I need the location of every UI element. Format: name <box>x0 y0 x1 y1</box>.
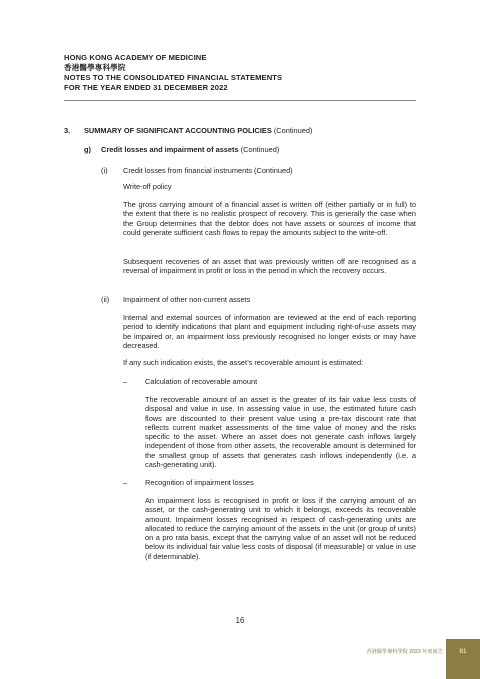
bullet-title: Recognition of impairment losses <box>145 478 254 487</box>
item-i-heading <box>101 166 293 175</box>
statement-title: NOTES TO THE CONSOLIDATED FINANCIAL STATEMENTS <box>64 73 283 82</box>
document-header <box>64 53 282 93</box>
item-ii-number: (ii) <box>101 295 110 304</box>
impairment-recognition-paragraph: An impairment loss is recognised in profit or loss if the carrying amount of an asset, or the cash-generating unit to which it belongs, exceeds its recoverable amount. Impairment losses recognised in respect of cash-generating units are allocated to reduce the carrying amount of the assets in the unit (or group of units) on a pro rata basis, except that the carrying value of an asset will not be reduced below its individual fair value less costs of disposal (if measurable) or value in use (if determinable). <box>145 496 416 561</box>
footer-page-number: 81 <box>459 648 467 655</box>
recoveries-paragraph: Subsequent recoveries of an asset that was previously written off are recognised as a reversal of impairment in profit or loss in the period in which the recovery occurs. <box>123 257 416 276</box>
statement-period: FOR THE YEAR ENDED 31 DECEMBER 2022 <box>64 83 228 92</box>
bullet-recoverable-amount <box>123 377 257 386</box>
impairment-review-paragraph: Internal and external sources of information are reviewed at the end of each reporting period to identify indications that plant and equipment including right-of-use assets may be impaired or, an impairment loss previously recognised no longer exists or may have decreased. <box>123 313 416 350</box>
item-i-title: Credit losses from financial instruments (Continued) <box>123 166 293 175</box>
footer-page-tab <box>446 639 480 679</box>
write-off-paragraph: The gross carrying amount of a financial asset is written off (either partially or in full) to the extent that there is no realistic prospect of recovery. This is generally the case when the Group determines that the debtor does not have assets or sources of income that could generate sufficient cash flows to repay the amounts subject to the write-off. <box>123 200 416 237</box>
section-continued: (Continued) <box>273 126 313 135</box>
bullet-title: Calculation of recoverable amount <box>145 377 258 386</box>
organisation-name-chinese: 香港醫學專科學院 <box>64 63 126 72</box>
section-heading <box>64 126 312 135</box>
item-ii-title: Impairment of other non-current assets <box>123 295 251 304</box>
section-title: SUMMARY OF SIGNIFICANT ACCOUNTING POLICIES <box>84 126 272 135</box>
item-i-number: (i) <box>101 166 108 175</box>
section-number: 3. <box>64 126 71 135</box>
bullet-dash: – <box>123 478 128 487</box>
recoverable-estimate-paragraph: If any such indication exists, the asset’s recoverable amount is estimated: <box>123 358 364 367</box>
bullet-dash: – <box>123 377 128 386</box>
recoverable-amount-paragraph: The recoverable amount of an asset is the greater of its fair value less costs of disposal and value in use. In assessing value in use, the estimated future cash flows are discounted to their present value using a pre-tax discount rate that reflects current market assessments of the time value of money and the risks specific to the asset. Where an asset does not generate cash inflows largely independent of those from other assets, the recoverable amount is determined for the smallest group of assets that generates cash inflows independently (i.e. a cash-generating unit). <box>145 395 416 470</box>
subsection-heading <box>84 145 279 154</box>
bullet-impairment-recognition <box>123 478 254 487</box>
write-off-policy-heading: Write-off policy <box>123 182 172 191</box>
subsection-title: Credit losses and impairment of assets <box>101 145 239 154</box>
item-ii-heading <box>101 295 250 304</box>
page-number: 16 <box>235 616 245 625</box>
annual-report-title: 香港醫學專科學院 2023 年度報告 <box>366 649 443 655</box>
organisation-name: HONG KONG ACADEMY OF MEDICINE <box>64 53 207 62</box>
header-divider <box>64 100 416 101</box>
subsection-continued: (Continued) <box>240 145 280 154</box>
subsection-number: g) <box>84 145 91 154</box>
